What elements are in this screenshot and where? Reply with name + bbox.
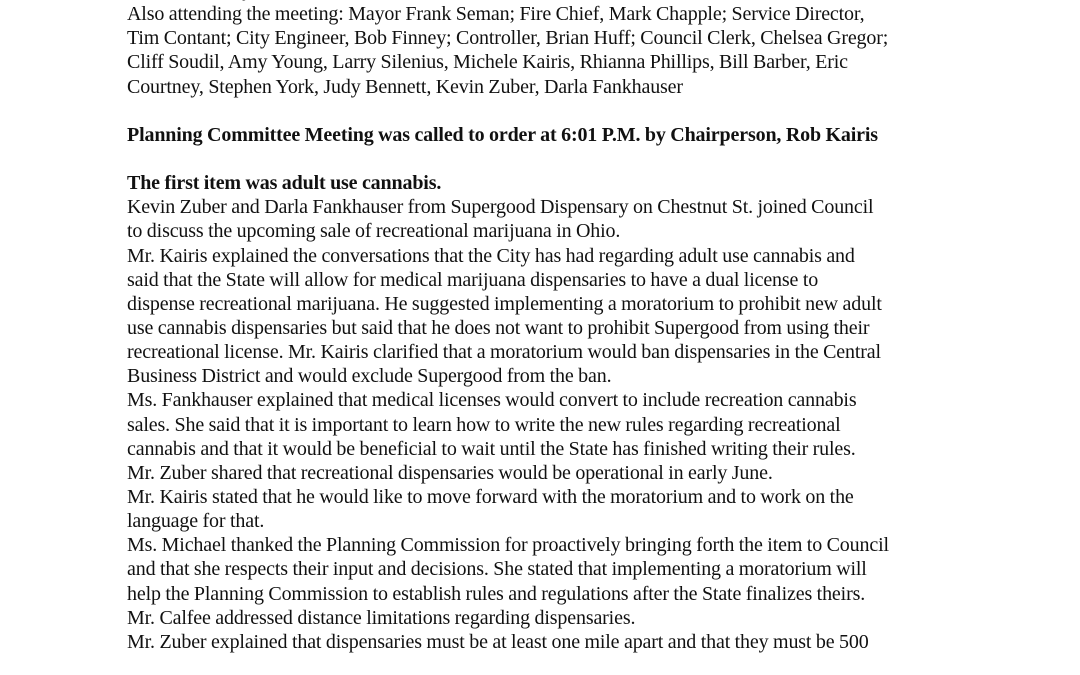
discussion-line: Mr. Kairis stated that he would like to move forward with the moratorium and to work on the xyxy=(127,485,854,508)
discussion-line: said that the State will allow for medical marijuana dispensaries to have a dual license to xyxy=(127,268,819,291)
item-heading: The first item was adult use cannabis. xyxy=(127,172,442,195)
discussion-line: Mr. Calfee addressed distance limitations regarding dispensaries. xyxy=(127,606,636,629)
discussion-line: sales. She said that it is important to learn how to write the new rules regarding recreational xyxy=(127,413,841,436)
document-page xyxy=(127,0,967,654)
discussion-line: use cannabis dispensaries but said that he does not want to prohibit Supergood from using their xyxy=(127,316,870,339)
discussion-line: Ms. Michael thanked the Planning Commission for proactively bringing forth the item to Council xyxy=(127,534,889,557)
discussion-line: help the Planning Commission to establish rules and regulations after the State finalizes theirs. xyxy=(127,582,866,605)
discussion-line: and that she respects their input and decisions. She stated that implementing a moratorium will xyxy=(127,558,867,581)
attendance-line: Cliff Soudil, Amy Young, Larry Silenius, Michele Kairis, Rhianna Phillips, Bill Barber, Eric xyxy=(127,51,848,74)
discussion-line: Mr. Kairis explained the conversations that the City has had regarding adult use cannabis and xyxy=(127,244,855,267)
discussion-line: Business District and would exclude Supergood from the ban. xyxy=(127,365,612,388)
attendance-line: Tim Contant; City Engineer, Bob Finney; Controller, Brian Huff; Council Clerk, Chelsea Gregor; xyxy=(127,27,889,50)
spacer xyxy=(127,99,967,123)
spacer xyxy=(127,147,967,171)
discussion-line: Ms. Fankhauser explained that medical licenses would convert to include recreation cannabis xyxy=(127,389,857,412)
discussion-line: to discuss the upcoming sale of recreational marijuana in Ohio. xyxy=(127,220,621,243)
discussion-line: language for that. xyxy=(127,510,265,533)
discussion-line: Mr. Zuber shared that recreational dispensaries would be operational in early June. xyxy=(127,461,773,484)
attendance-line: Also attending the meeting: Mayor Frank Seman; Fire Chief, Mark Chapple; Service Director, xyxy=(127,3,865,26)
discussion-line: recreational license. Mr. Kairis clarified that a moratorium would ban dispensaries in the Central xyxy=(127,341,881,364)
attendance-paragraph xyxy=(127,2,967,99)
discussion-line: dispense recreational marijuana. He suggested implementing a moratorium to prohibit new adult xyxy=(127,292,882,315)
discussion-line: Kevin Zuber and Darla Fankhauser from Supergood Dispensary on Chestnut St. joined Council xyxy=(127,196,874,219)
attendance-line: Courtney, Stephen York, Judy Bennett, Kevin Zuber, Darla Fankhauser xyxy=(127,75,683,98)
item-discussion xyxy=(127,195,967,654)
discussion-line: cannabis and that it would be beneficial to wait until the State has finished writing their rules. xyxy=(127,437,856,460)
call-to-order-heading: Planning Committee Meeting was called to order at 6:01 P.M. by Chairperson, Rob Kairis xyxy=(127,123,878,146)
discussion-line: Mr. Zuber explained that dispensaries must be at least one mile apart and that they must be 500 xyxy=(127,630,869,653)
